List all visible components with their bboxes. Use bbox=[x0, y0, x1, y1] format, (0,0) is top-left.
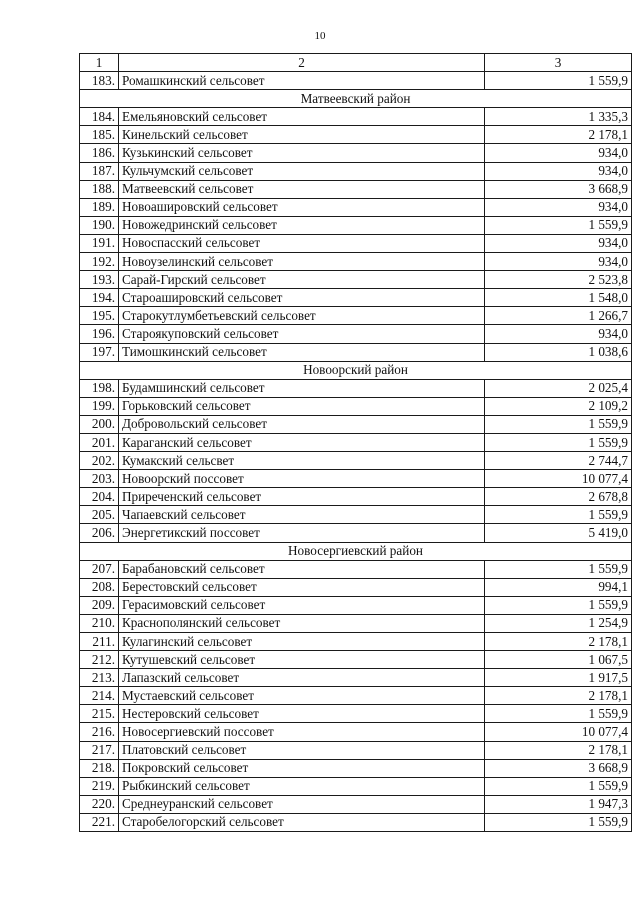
row-number: 187. bbox=[80, 162, 119, 180]
settlement-name: Лапазский сельсовет bbox=[119, 669, 485, 687]
allocation-table bbox=[79, 53, 632, 832]
table-row bbox=[80, 253, 632, 271]
settlement-name: Покровский сельсовет bbox=[119, 759, 485, 777]
allocation-value: 1 548,0 bbox=[485, 289, 632, 307]
district-header-row bbox=[80, 542, 632, 560]
table-row bbox=[80, 633, 632, 651]
table-row bbox=[80, 198, 632, 216]
table-row bbox=[80, 271, 632, 289]
row-number: 214. bbox=[80, 687, 119, 705]
row-number: 206. bbox=[80, 524, 119, 542]
allocation-value: 2 178,1 bbox=[485, 126, 632, 144]
settlement-name: Мустаевский сельсовет bbox=[119, 687, 485, 705]
allocation-value: 1 266,7 bbox=[485, 307, 632, 325]
allocation-value: 2 025,4 bbox=[485, 379, 632, 397]
allocation-value: 1 559,9 bbox=[485, 560, 632, 578]
allocation-value: 10 077,4 bbox=[485, 723, 632, 741]
settlement-name: Добровольский сельсовет bbox=[119, 415, 485, 433]
table-row bbox=[80, 524, 632, 542]
allocation-value: 3 668,9 bbox=[485, 759, 632, 777]
table-row bbox=[80, 741, 632, 759]
table-row bbox=[80, 379, 632, 397]
table-row bbox=[80, 216, 632, 234]
row-number: 210. bbox=[80, 614, 119, 632]
allocation-value: 2 744,7 bbox=[485, 452, 632, 470]
allocation-value: 2 109,2 bbox=[485, 397, 632, 415]
header-row bbox=[80, 54, 632, 72]
table-row bbox=[80, 488, 632, 506]
allocation-value: 1 559,9 bbox=[485, 777, 632, 795]
table-row bbox=[80, 759, 632, 777]
allocation-value: 5 419,0 bbox=[485, 524, 632, 542]
row-number: 201. bbox=[80, 433, 119, 451]
allocation-value: 1 038,6 bbox=[485, 343, 632, 361]
table-row bbox=[80, 289, 632, 307]
allocation-value: 2 678,8 bbox=[485, 488, 632, 506]
allocation-value: 1 559,9 bbox=[485, 72, 632, 90]
settlement-name: Емельяновский сельсовет bbox=[119, 108, 485, 126]
allocation-value: 1 067,5 bbox=[485, 651, 632, 669]
settlement-name: Ромашкинский сельсовет bbox=[119, 72, 485, 90]
settlement-name: Новоспасский сельсовет bbox=[119, 234, 485, 252]
row-number: 186. bbox=[80, 144, 119, 162]
page-number: 10 bbox=[314, 30, 326, 42]
table-row bbox=[80, 705, 632, 723]
row-number: 202. bbox=[80, 452, 119, 470]
settlement-name: Энергетикский поссовет bbox=[119, 524, 485, 542]
allocation-value: 934,0 bbox=[485, 162, 632, 180]
allocation-value: 1 559,9 bbox=[485, 596, 632, 614]
allocation-value: 1 335,3 bbox=[485, 108, 632, 126]
table-row bbox=[80, 108, 632, 126]
row-number: 199. bbox=[80, 397, 119, 415]
settlement-name: Кульчумский сельсовет bbox=[119, 162, 485, 180]
settlement-name: Приреченский сельсовет bbox=[119, 488, 485, 506]
settlement-name: Кинельский сельсовет bbox=[119, 126, 485, 144]
row-number: 184. bbox=[80, 108, 119, 126]
settlement-name: Старобелогорский сельсовет bbox=[119, 813, 485, 831]
allocation-value: 1 254,9 bbox=[485, 614, 632, 632]
row-number: 208. bbox=[80, 578, 119, 596]
row-number: 188. bbox=[80, 180, 119, 198]
header-cell-number: 1 bbox=[80, 54, 119, 72]
settlement-name: Старокутлумбетьевский сельсовет bbox=[119, 307, 485, 325]
district-title: Матвеевский район bbox=[80, 90, 632, 108]
row-number: 209. bbox=[80, 596, 119, 614]
row-number: 213. bbox=[80, 669, 119, 687]
row-number: 195. bbox=[80, 307, 119, 325]
settlement-name: Новожедринский сельсовет bbox=[119, 216, 485, 234]
allocation-value: 1 559,9 bbox=[485, 705, 632, 723]
row-number: 183. bbox=[80, 72, 119, 90]
row-number: 211. bbox=[80, 633, 119, 651]
row-number: 217. bbox=[80, 741, 119, 759]
row-number: 196. bbox=[80, 325, 119, 343]
table-row bbox=[80, 397, 632, 415]
table-row bbox=[80, 162, 632, 180]
settlement-name: Староашировский сельсовет bbox=[119, 289, 485, 307]
row-number: 205. bbox=[80, 506, 119, 524]
table-row bbox=[80, 614, 632, 632]
allocation-value: 1 559,9 bbox=[485, 216, 632, 234]
table-row bbox=[80, 452, 632, 470]
allocation-value: 934,0 bbox=[485, 144, 632, 162]
allocation-value: 1 559,9 bbox=[485, 433, 632, 451]
row-number: 193. bbox=[80, 271, 119, 289]
table-row bbox=[80, 144, 632, 162]
settlement-name: Рыбкинский сельсовет bbox=[119, 777, 485, 795]
allocation-value: 934,0 bbox=[485, 234, 632, 252]
table-row bbox=[80, 343, 632, 361]
allocation-value: 10 077,4 bbox=[485, 470, 632, 488]
settlement-name: Староякуповский сельсовет bbox=[119, 325, 485, 343]
settlement-name: Среднеуранский сельсовет bbox=[119, 795, 485, 813]
row-number: 220. bbox=[80, 795, 119, 813]
table-row bbox=[80, 669, 632, 687]
header-cell-name: 2 bbox=[119, 54, 485, 72]
row-number: 216. bbox=[80, 723, 119, 741]
header-cell-value: 3 bbox=[485, 54, 632, 72]
settlement-name: Краснополянский сельсовет bbox=[119, 614, 485, 632]
table-row bbox=[80, 687, 632, 705]
table-row bbox=[80, 813, 632, 831]
table-row bbox=[80, 578, 632, 596]
row-number: 219. bbox=[80, 777, 119, 795]
table-row bbox=[80, 651, 632, 669]
table-row bbox=[80, 795, 632, 813]
row-number: 207. bbox=[80, 560, 119, 578]
row-number: 204. bbox=[80, 488, 119, 506]
table-row bbox=[80, 72, 632, 90]
row-number: 191. bbox=[80, 234, 119, 252]
table-row bbox=[80, 596, 632, 614]
table-row bbox=[80, 433, 632, 451]
row-number: 192. bbox=[80, 253, 119, 271]
table-row bbox=[80, 506, 632, 524]
allocation-value: 934,0 bbox=[485, 325, 632, 343]
allocation-value: 934,0 bbox=[485, 198, 632, 216]
table-body bbox=[80, 54, 632, 832]
allocation-value: 1 559,9 bbox=[485, 506, 632, 524]
allocation-value: 1 559,9 bbox=[485, 415, 632, 433]
table-row bbox=[80, 180, 632, 198]
table-row bbox=[80, 415, 632, 433]
row-number: 200. bbox=[80, 415, 119, 433]
allocation-value: 994,1 bbox=[485, 578, 632, 596]
district-header-row bbox=[80, 361, 632, 379]
allocation-value: 2 178,1 bbox=[485, 687, 632, 705]
row-number: 218. bbox=[80, 759, 119, 777]
settlement-name: Берестовский сельсовет bbox=[119, 578, 485, 596]
allocation-value: 3 668,9 bbox=[485, 180, 632, 198]
allocation-value: 2 523,8 bbox=[485, 271, 632, 289]
settlement-name: Кузькинский сельсовет bbox=[119, 144, 485, 162]
row-number: 215. bbox=[80, 705, 119, 723]
table-row bbox=[80, 723, 632, 741]
settlement-name: Сарай-Гирский сельсовет bbox=[119, 271, 485, 289]
allocation-value: 2 178,1 bbox=[485, 741, 632, 759]
allocation-value: 2 178,1 bbox=[485, 633, 632, 651]
settlement-name: Нестеровский сельсовет bbox=[119, 705, 485, 723]
row-number: 198. bbox=[80, 379, 119, 397]
row-number: 221. bbox=[80, 813, 119, 831]
settlement-name: Караганский сельсовет bbox=[119, 433, 485, 451]
settlement-name: Кумакский сельсвет bbox=[119, 452, 485, 470]
row-number: 190. bbox=[80, 216, 119, 234]
settlement-name: Тимошкинский сельсовет bbox=[119, 343, 485, 361]
table-row bbox=[80, 126, 632, 144]
district-header-row bbox=[80, 90, 632, 108]
table-row bbox=[80, 234, 632, 252]
table-row bbox=[80, 470, 632, 488]
row-number: 194. bbox=[80, 289, 119, 307]
row-number: 189. bbox=[80, 198, 119, 216]
settlement-name: Новоузелинский сельсовет bbox=[119, 253, 485, 271]
allocation-value: 1 947,3 bbox=[485, 795, 632, 813]
settlement-name: Герасимовский сельсовет bbox=[119, 596, 485, 614]
table-row bbox=[80, 560, 632, 578]
district-title: Новоорский район bbox=[80, 361, 632, 379]
row-number: 197. bbox=[80, 343, 119, 361]
settlement-name: Новосергиевский поссовет bbox=[119, 723, 485, 741]
allocation-value: 1 559,9 bbox=[485, 813, 632, 831]
settlement-name: Новоашировский сельсовет bbox=[119, 198, 485, 216]
settlement-name: Платовский сельсовет bbox=[119, 741, 485, 759]
settlement-name: Матвеевский сельсовет bbox=[119, 180, 485, 198]
settlement-name: Барабановский сельсовет bbox=[119, 560, 485, 578]
table-row bbox=[80, 307, 632, 325]
allocation-value: 934,0 bbox=[485, 253, 632, 271]
district-title: Новосергиевский район bbox=[80, 542, 632, 560]
settlement-name: Горьковский сельсовет bbox=[119, 397, 485, 415]
row-number: 212. bbox=[80, 651, 119, 669]
table-row bbox=[80, 325, 632, 343]
row-number: 185. bbox=[80, 126, 119, 144]
settlement-name: Новоорский поссовет bbox=[119, 470, 485, 488]
settlement-name: Чапаевский сельсовет bbox=[119, 506, 485, 524]
settlement-name: Кутушевский сельсовет bbox=[119, 651, 485, 669]
table-row bbox=[80, 777, 632, 795]
settlement-name: Будамшинский сельсовет bbox=[119, 379, 485, 397]
allocation-value: 1 917,5 bbox=[485, 669, 632, 687]
settlement-name: Кулагинский сельсовет bbox=[119, 633, 485, 651]
row-number: 203. bbox=[80, 470, 119, 488]
